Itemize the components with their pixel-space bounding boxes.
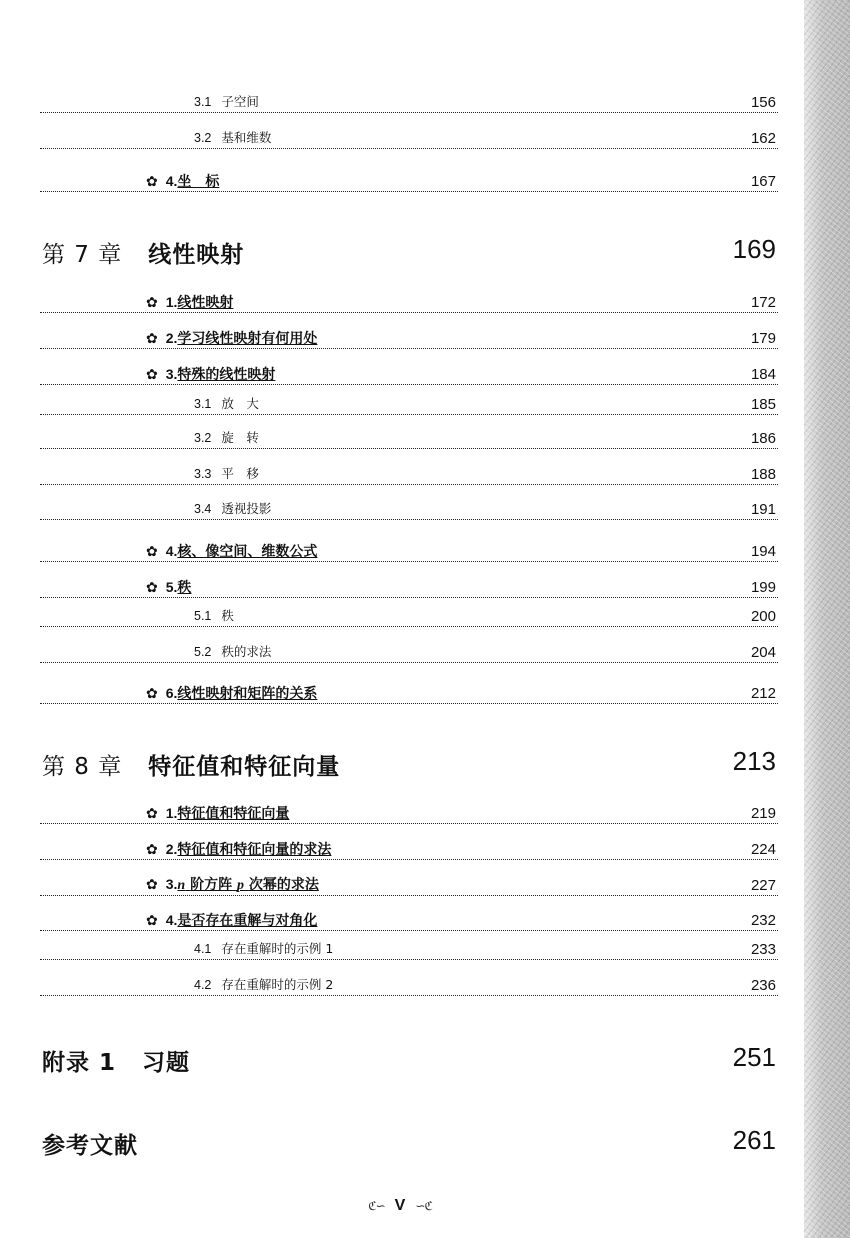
page-number: 191 xyxy=(750,501,776,518)
toc-entry-8-4-2[interactable]: 4.2 存在重解时的示例 2 236 xyxy=(40,971,778,996)
toc-entry-7-6[interactable]: ✿ 6.线性映射和矩阵的关系 212 xyxy=(40,679,778,704)
toc-entry-7-5-2[interactable]: 5.2 秩的求法 204 xyxy=(40,638,778,663)
toc-entry-7-3-4[interactable]: 3.4 透视投影 191 xyxy=(40,495,778,520)
page-number: 179 xyxy=(750,330,776,347)
chapter-page-number: 169 xyxy=(732,234,776,264)
toc-entry-7-3[interactable]: ✿ 3.特殊的线性映射 184 xyxy=(40,360,778,385)
chapter-title: 特征值和特征向量 xyxy=(148,754,341,780)
entry-title: 基和维数 xyxy=(221,130,272,145)
chapter-label: 第 7 章 xyxy=(42,242,123,268)
chapter-page-number: 213 xyxy=(732,746,776,776)
page-number: 212 xyxy=(750,685,776,702)
entry-title: 特征值和特征向量 xyxy=(177,806,290,822)
page-footer xyxy=(0,1196,800,1216)
toc-entry-3-2[interactable]: 3.2 基和维数 162 xyxy=(40,124,778,149)
entry-title: 特殊的线性映射 xyxy=(177,367,276,383)
page-number: 156 xyxy=(750,94,776,111)
flower-icon: ✿ xyxy=(146,367,158,383)
toc-entry-7-1[interactable]: ✿ 1.线性映射 172 xyxy=(40,288,778,313)
toc-entry-7-3-3[interactable]: 3.3 平 移 188 xyxy=(40,460,778,485)
toc-entry-7-5-1[interactable]: 5.1 秩 200 xyxy=(40,602,778,627)
entry-title: 子空间 xyxy=(221,94,259,109)
appendix-label: 附录 1 xyxy=(42,1050,117,1076)
page-number: 224 xyxy=(750,841,776,858)
page-number: 236 xyxy=(750,977,776,994)
flower-icon: ✿ xyxy=(146,686,158,702)
entry-title: 秩 xyxy=(177,580,192,596)
entry-title: 是否存在重解与对角化 xyxy=(177,913,318,929)
flower-icon: ✿ xyxy=(146,295,158,311)
page-number: 188 xyxy=(750,466,776,483)
entry-title: 存在重解时的示例 2 xyxy=(221,977,334,992)
flower-icon: ✿ xyxy=(146,331,158,347)
page-number: 162 xyxy=(750,130,776,147)
toc-entry-8-2[interactable]: ✿ 2.特征值和特征向量的求法 224 xyxy=(40,835,778,860)
page-number: 200 xyxy=(750,608,776,625)
right-ornament-icon: ∽ℭ xyxy=(415,1199,432,1213)
entry-title: 存在重解时的示例 1 xyxy=(221,941,334,956)
page-number: 233 xyxy=(750,941,776,958)
page-number: 185 xyxy=(750,396,776,413)
toc-entry-7-5[interactable]: ✿ 5.秩 199 xyxy=(40,573,778,598)
page-number: 172 xyxy=(750,294,776,311)
page-number: 184 xyxy=(750,366,776,383)
toc-entry-8-3[interactable]: ✿ 3.n 阶方阵 p 次幂的求法 227 xyxy=(40,871,778,896)
page-number: 167 xyxy=(750,173,776,190)
toc-entry-8-4[interactable]: ✿ 4.是否存在重解与对角化 232 xyxy=(40,906,778,931)
flower-icon: ✿ xyxy=(146,806,158,822)
toc-entry-8-1[interactable]: ✿ 1.特征值和特征向量 219 xyxy=(40,799,778,824)
page-number: 204 xyxy=(750,644,776,661)
entry-title: 秩的求法 xyxy=(221,644,272,659)
page-number: 232 xyxy=(750,912,776,929)
toc-entry-8-4-1[interactable]: 4.1 存在重解时的示例 1 233 xyxy=(40,935,778,960)
entry-title: 特征值和特征向量的求法 xyxy=(177,842,332,858)
entry-title: 核、像空间、维数公式 xyxy=(177,544,318,560)
entry-title: 坐 标 xyxy=(177,174,220,190)
left-ornament-icon: ℭ∽ xyxy=(368,1199,385,1213)
entry-title: 线性映射 xyxy=(177,295,234,311)
entry-title: 秩 xyxy=(221,608,234,623)
page-number: 199 xyxy=(750,579,776,596)
chapter-title: 线性映射 xyxy=(148,242,245,268)
toc-entry-4[interactable]: ✿ 4.坐 标 167 xyxy=(40,167,778,192)
references-title: 参考文献 xyxy=(42,1133,138,1159)
page-edge-texture xyxy=(804,0,850,1238)
entry-title: 透视投影 xyxy=(221,501,272,516)
entry-title: 平 移 xyxy=(221,466,259,481)
page-number: 219 xyxy=(750,805,776,822)
appendix-heading[interactable] xyxy=(42,1044,776,1084)
page-number-roman: V xyxy=(394,1197,406,1214)
flower-icon: ✿ xyxy=(146,877,158,893)
appendix-title: 习题 xyxy=(142,1050,191,1076)
flower-icon: ✿ xyxy=(146,174,158,190)
entry-title: 旋 转 xyxy=(221,430,259,445)
entry-title: 线性映射和矩阵的关系 xyxy=(177,686,318,702)
flower-icon: ✿ xyxy=(146,913,158,929)
page-number: 227 xyxy=(750,877,776,894)
entry-title: 学习线性映射有何用处 xyxy=(177,331,318,347)
toc-entry-3-1[interactable]: 3.1 子空间 156 xyxy=(40,88,778,113)
flower-icon: ✿ xyxy=(146,580,158,596)
references-heading[interactable] xyxy=(42,1127,776,1167)
page-number: 194 xyxy=(750,543,776,560)
math-var-n: n xyxy=(177,878,186,893)
flower-icon: ✿ xyxy=(146,842,158,858)
chapter-7-heading[interactable] xyxy=(42,236,776,276)
toc-entry-7-4[interactable]: ✿ 4.核、像空间、维数公式 194 xyxy=(40,537,778,562)
flower-icon: ✿ xyxy=(146,544,158,560)
entry-title: n 阶方阵 p 次幂的求法 xyxy=(177,877,319,893)
appendix-page-number: 251 xyxy=(732,1042,776,1072)
toc-entry-7-3-1[interactable]: 3.1 放 大 185 xyxy=(40,390,778,415)
toc-entry-7-3-2[interactable]: 3.2 旋 转 186 xyxy=(40,424,778,449)
chapter-8-heading[interactable] xyxy=(42,748,776,788)
page-number: 186 xyxy=(750,430,776,447)
chapter-label: 第 8 章 xyxy=(42,754,123,780)
math-var-p: p xyxy=(236,878,244,893)
toc-entry-7-2[interactable]: ✿ 2.学习线性映射有何用处 179 xyxy=(40,324,778,349)
references-page-number: 261 xyxy=(732,1125,776,1155)
entry-title: 放 大 xyxy=(221,396,259,411)
